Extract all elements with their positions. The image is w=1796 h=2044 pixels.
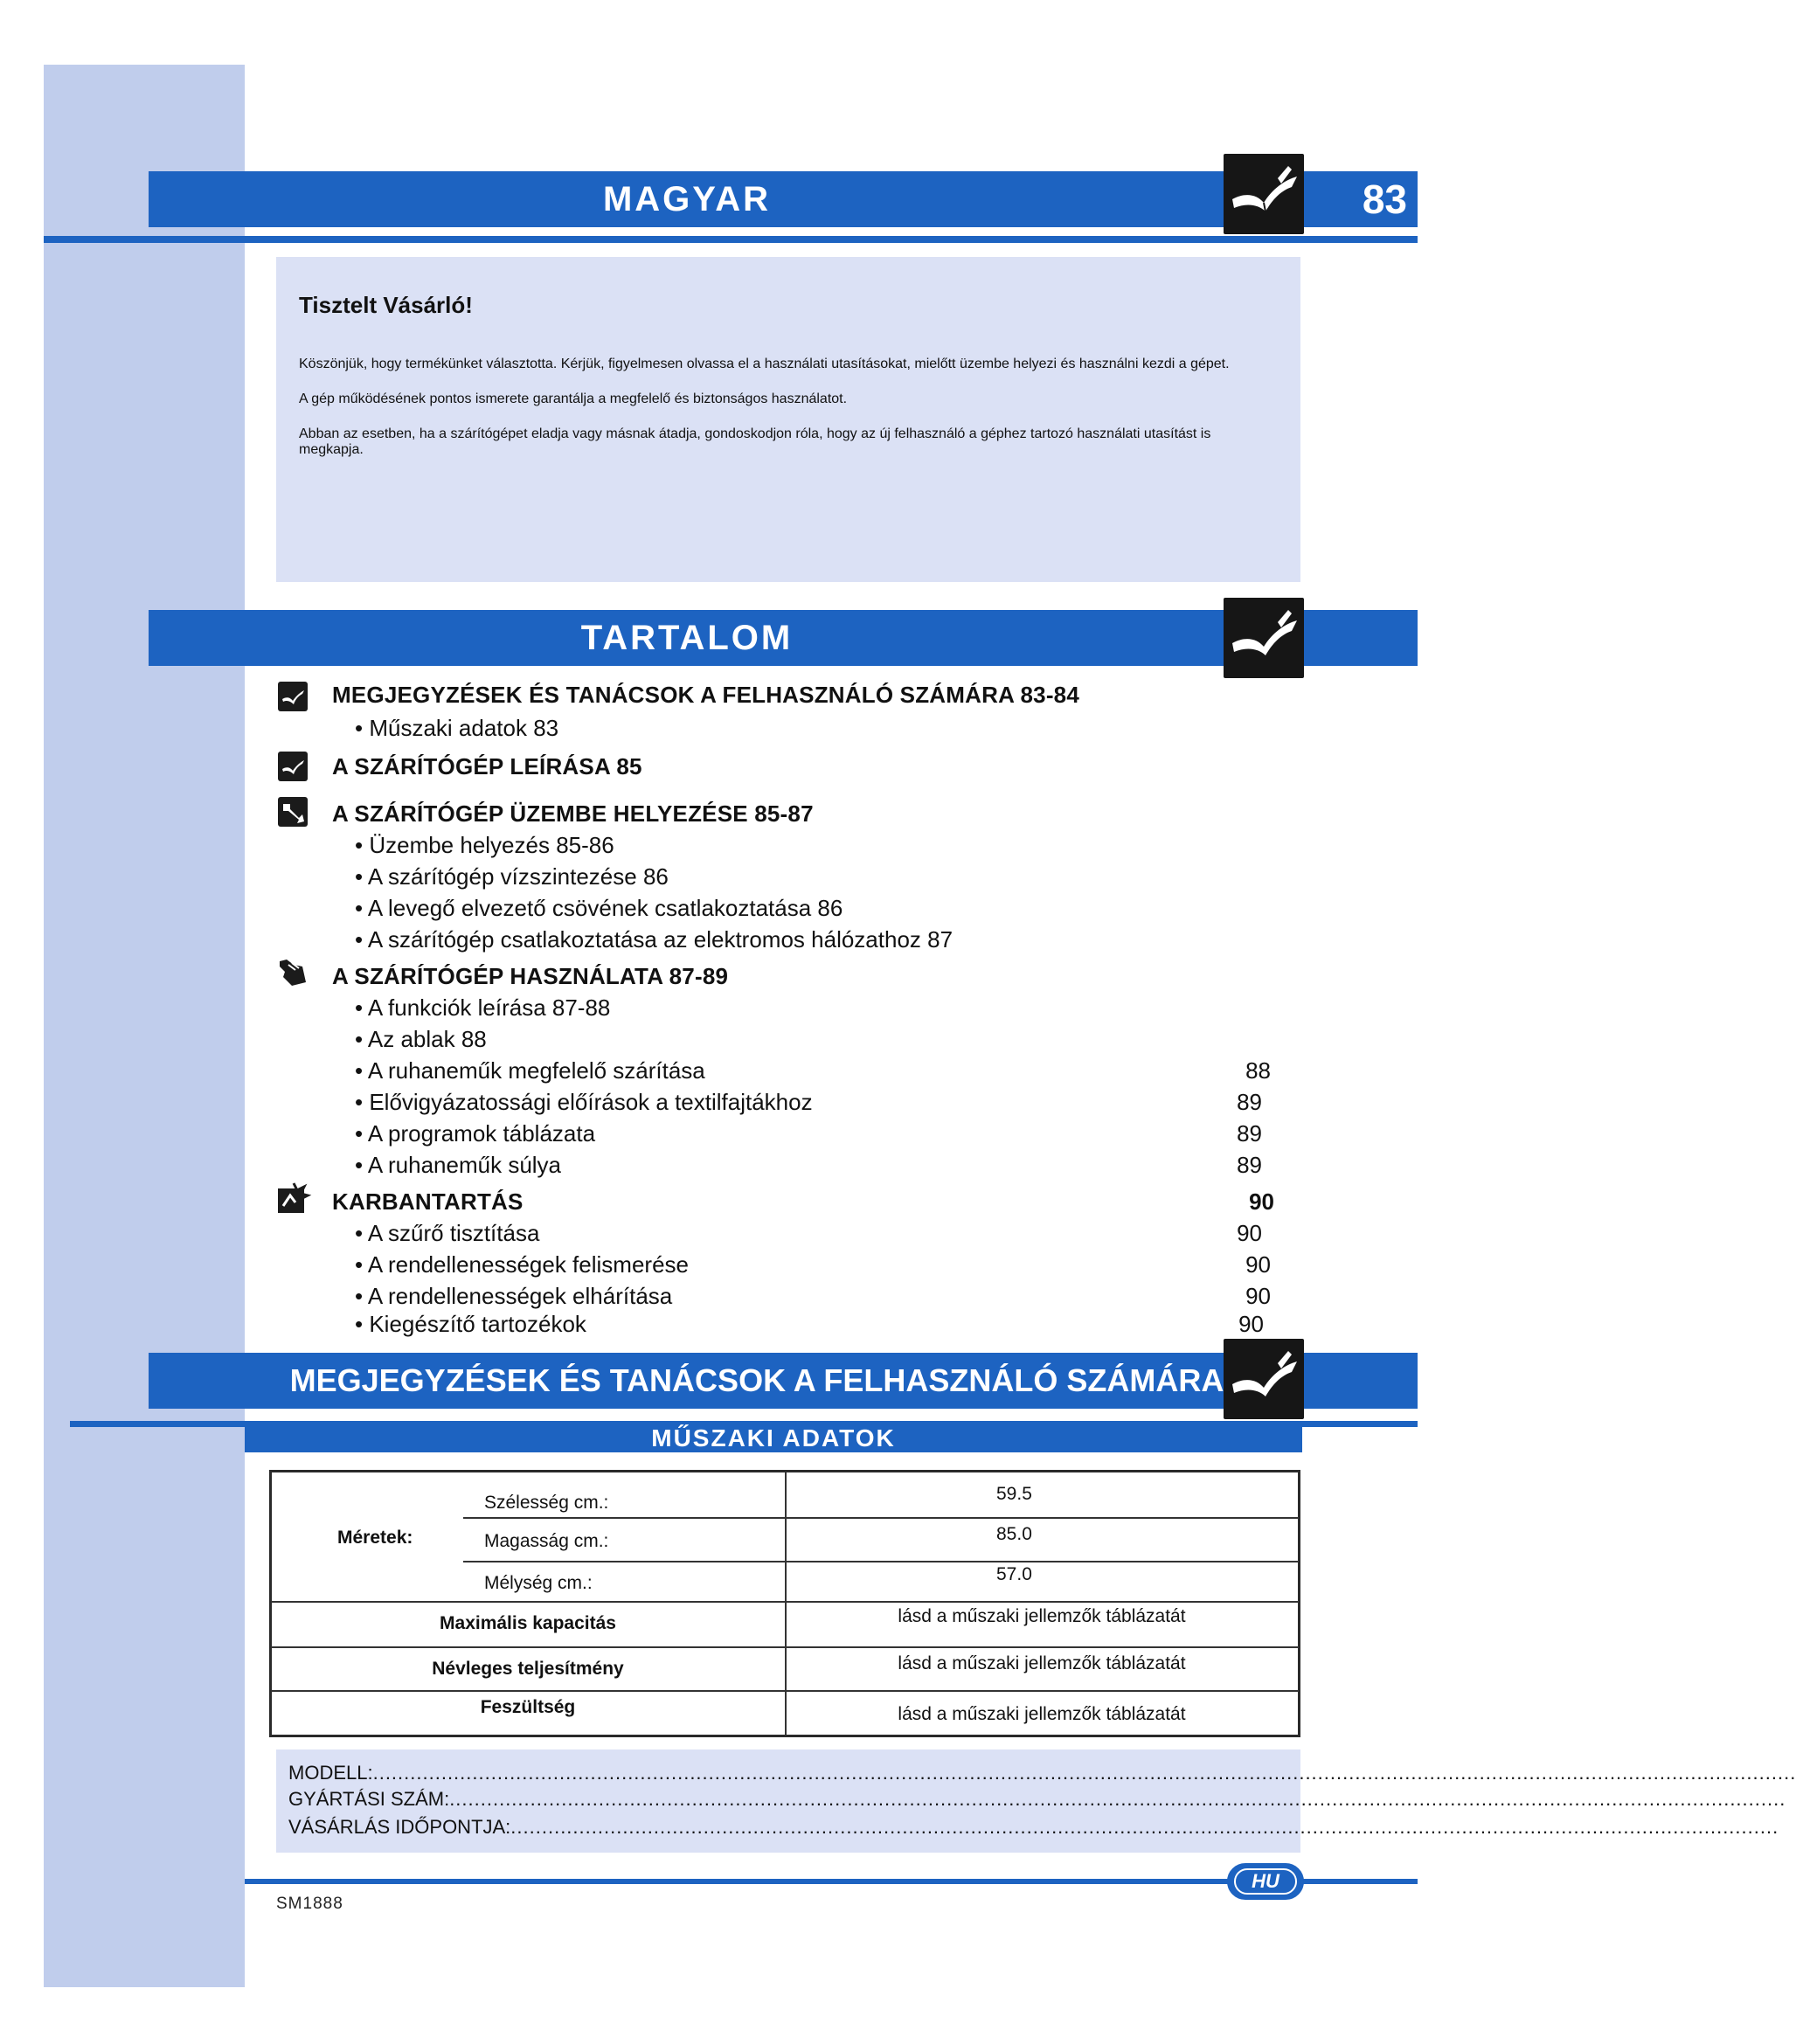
toc-heading: MEGJEGYZÉSEK ÉS TANÁCSOK A FELHASZNÁLÓ SZÁMÁRA 83-84	[332, 682, 1080, 708]
toc-item: • A funkciók leírása 87-88	[355, 994, 611, 1021]
rated-power-value: lásd a műszaki jellemzők táblázatát	[898, 1653, 1186, 1673]
toc-item: • A szűrő tisztítása	[355, 1220, 540, 1246]
toc-page: 90	[1245, 1283, 1271, 1309]
language-title: MAGYAR	[602, 180, 772, 218]
depth-value: 57.0	[996, 1564, 1032, 1584]
toc-page: 88	[1245, 1057, 1271, 1084]
toc-item: • A rendellenességek felismerése	[355, 1251, 689, 1278]
toc-item: • A rendellenességek elhárítása	[355, 1283, 673, 1309]
table-divider	[785, 1472, 787, 1736]
toc-item: • A szárítógép vízszintezése 86	[355, 863, 669, 890]
height-value: 85.0	[996, 1524, 1032, 1544]
toc-heading: A SZÁRÍTÓGÉP LEÍRÁSA 85	[332, 753, 642, 779]
width-label: Szélesség cm.:	[484, 1493, 609, 1513]
book-icon	[1224, 598, 1304, 678]
rated-power-label: Névleges teljesítmény	[432, 1659, 624, 1679]
intro-paragraph-1: Köszönjük, hogy termékünket választotta. Kérjük, figyelmesen olvassa el a használati utasításokat, mielőtt üzembe helyezi és használni kezdi a gépet.	[299, 357, 1230, 371]
width-value: 59.5	[996, 1484, 1032, 1504]
header-rule	[44, 236, 1418, 243]
intro-paragraph-3: Abban az esetben, ha a szárítógépet eladja vagy másnak átadja, gondoskodjon róla, hogy az új felhasználó a géphez tartozó használati utasítást is megkapja.	[299, 426, 1211, 457]
toc-item: • Az ablak 88	[355, 1026, 487, 1052]
toc-item: • Kiegészítő tartozékok	[355, 1311, 586, 1337]
table-divider	[785, 1561, 1299, 1562]
toc-page: 89	[1237, 1089, 1262, 1115]
toc-title: TARTALOM	[580, 619, 794, 657]
voltage-label: Feszültség	[480, 1697, 576, 1717]
toc-page: 90	[1245, 1251, 1271, 1278]
height-label: Magasság cm.:	[484, 1531, 609, 1551]
model-field: MODELL:.....................................................................................................................................................................................................................................	[288, 1762, 1796, 1784]
country-code: HU	[1252, 1870, 1279, 1892]
table-divider	[463, 1517, 787, 1519]
hand-icon	[276, 956, 309, 989]
subtitle: MŰSZAKI ADATOK	[651, 1424, 896, 1452]
language-header-bar	[149, 171, 1225, 227]
toc-item: • A programok táblázata	[355, 1120, 596, 1147]
dimensions-label: Méretek:	[337, 1528, 413, 1548]
max-capacity-label: Maximális kapacitás	[440, 1613, 616, 1633]
toc-heading: A SZÁRÍTÓGÉP HASZNÁLATA 87-89	[332, 963, 729, 989]
table-divider	[785, 1517, 1299, 1519]
wrench-icon	[278, 797, 308, 827]
voltage-value: lásd a műszaki jellemzők táblázatát	[898, 1704, 1186, 1724]
toc-item: • Üzembe helyezés 85-86	[355, 832, 614, 858]
table-divider	[271, 1601, 1299, 1603]
serial-field: GYÁRTÁSI SZÁM:.......................................................................................................................................................................................................................	[288, 1788, 1786, 1810]
depth-label: Mélység cm.:	[484, 1573, 593, 1593]
toc-item: • A levegő elvezető csövének csatlakoztatása 86	[355, 895, 843, 921]
toc-page: 89	[1237, 1120, 1262, 1147]
table-divider	[271, 1646, 1299, 1648]
side-strip	[44, 65, 245, 1987]
page-number-box	[1297, 171, 1418, 227]
book-icon	[1224, 1339, 1304, 1419]
subtitle-bar	[245, 1424, 1302, 1452]
toc-page: 90	[1249, 1188, 1274, 1215]
toc-item: • Műszaki adatok 83	[355, 715, 559, 741]
intro-text	[299, 343, 1278, 472]
toc-page: 89	[1237, 1152, 1262, 1178]
toc-item: • A szárítógép csatlakoztatása az elektromos hálózathoz 87	[355, 926, 953, 953]
book-icon	[1224, 154, 1304, 234]
toc-page: 90	[1238, 1311, 1264, 1337]
intro-paragraph-2: A gép működésének pontos ismerete garantálja a megfelelő és biztonságos használatot.	[299, 391, 848, 406]
toc-item: • A ruhaneműk megfelelő szárítása	[355, 1057, 705, 1084]
toc-heading: A SZÁRÍTÓGÉP ÜZEMBE HELYEZÉSE 85-87	[332, 800, 814, 827]
intro-greeting: Tisztelt Vásárló!	[299, 292, 473, 318]
max-capacity-value: lásd a műszaki jellemzők táblázatát	[898, 1606, 1186, 1626]
country-badge	[1227, 1863, 1304, 1900]
toc-item: • Elővigyázatossági előírások a textilfajtákhoz	[355, 1089, 813, 1115]
book-check-icon	[278, 752, 308, 781]
maintenance-icon	[276, 1181, 309, 1215]
document-code: SM1888	[276, 1895, 343, 1913]
table-divider	[463, 1561, 787, 1562]
toc-page: 90	[1237, 1220, 1262, 1246]
notes-title: MEGJEGYZÉSEK ÉS TANÁCSOK A FELHASZNÁLÓ SZÁMÁRA	[289, 1362, 1224, 1398]
table-divider	[271, 1690, 1299, 1692]
toc-heading: KARBANTARTÁS	[332, 1188, 524, 1215]
book-check-icon	[278, 682, 308, 711]
toc-item: • A ruhaneműk súlya	[355, 1152, 562, 1178]
purchase-date-field: VÁSÁRLÁS IDŐPONTJA:............................................................................................................................................................................................................	[288, 1816, 1779, 1838]
page-number: 83	[1362, 177, 1407, 222]
